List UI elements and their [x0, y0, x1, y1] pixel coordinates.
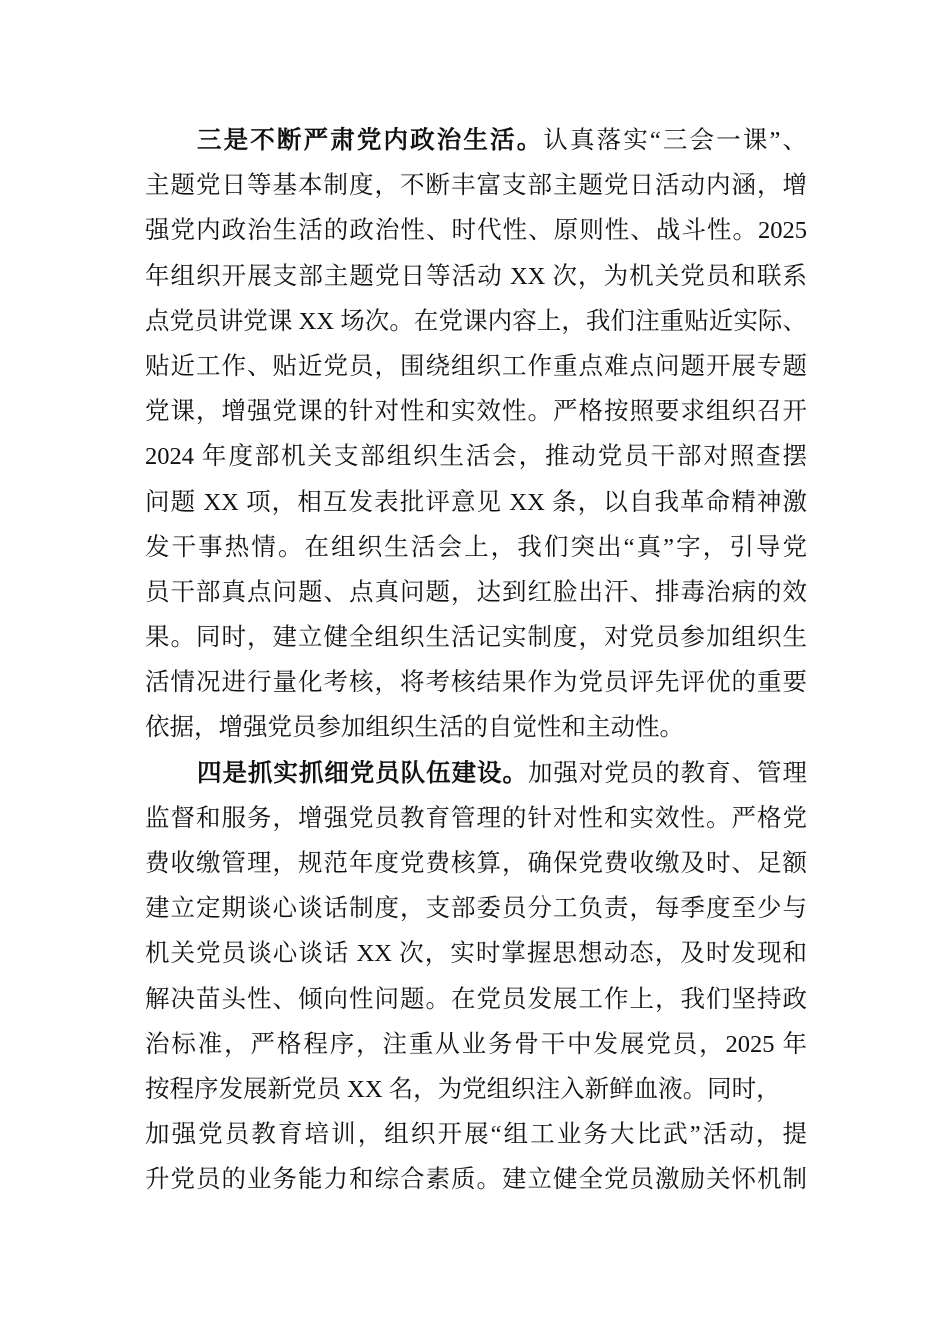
paragraph-party-members: [145, 751, 807, 1203]
text-line: 监督和服务，增强党员教育管理的针对性和实效性。严格党: [145, 804, 807, 832]
text-line: 贴近工作、贴近党员，围绕组织工作重点难点问题开展专题: [145, 352, 807, 380]
text-line: 果。同时，建立健全组织生活记实制度，对党员参加组织生: [145, 624, 807, 652]
text-line: 活情况进行量化考核，将考核结果作为党员评先评优的重要: [145, 669, 807, 697]
paragraph-lead: 四是抓实抓细党员队伍建设。: [197, 759, 528, 787]
text-line: 解决苗头性、倾向性问题。在党员发展工作上，我们坚持政: [145, 985, 807, 1013]
text-line: 建立定期谈心谈话制度，支部委员分工负责，每季度至少与: [145, 895, 807, 923]
text-line: 加强党员教育培训，组织开展“组工业务大比武”活动，提: [145, 1121, 807, 1149]
text-line: 发干事热情。在组织生活会上，我们突出“真”字，引导党: [145, 533, 807, 561]
text-line: [145, 751, 807, 796]
text-line: 主题党日等基本制度，不断丰富支部主题党日活动内涵，增: [145, 172, 807, 200]
text-line: 员干部真点问题、点真问题，达到红脸出汗、排毒治病的效: [145, 578, 807, 606]
text-line: 年组织开展支部主题党日等活动 XX 次，为机关党员和联系: [145, 262, 807, 290]
text-span: 加强对党员的教育、管理: [527, 759, 808, 787]
text-line: 强党内政治生活的政治性、时代性、原则性、战斗性。2025: [145, 217, 807, 245]
text-line: 2024 年度部机关支部组织生活会，推动党员干部对照查摆: [145, 443, 807, 471]
text-line: 治标准，严格程序，注重从业务骨干中发展党员，2025 年: [145, 1030, 807, 1058]
paragraph-party-life: [145, 118, 807, 751]
text-span: 认真落实“三会一课”、: [543, 127, 808, 154]
text-line: [145, 118, 807, 163]
text-line: 机关党员谈心谈话 XX 次，实时掌握思想动态，及时发现和: [145, 940, 807, 968]
text-line: 升党员的业务能力和综合素质。建立健全党员激励关怀机制: [145, 1166, 807, 1194]
paragraph-lead: 三是不断严肃党内政治生活。: [197, 127, 544, 154]
text-line: 问题 XX 项，相互发表批评意见 XX 条，以自我革命精神激: [145, 488, 807, 516]
text-line: 费收缴管理，规范年度党费核算，确保党费收缴及时、足额: [145, 850, 807, 877]
text-line: 点党员讲党课 XX 场次。在党课内容上，我们注重贴近实际、: [145, 307, 807, 335]
document-page: [145, 118, 807, 1203]
text-line: 按程序发展新党员 XX 名，为党组织注入新鲜血液。同时，: [145, 1075, 781, 1103]
text-line: 依据，增强党员参加组织生活的自觉性和主动性。: [145, 714, 684, 742]
text-line: 党课，增强党课的针对性和实效性。严格按照要求组织召开: [145, 398, 807, 426]
